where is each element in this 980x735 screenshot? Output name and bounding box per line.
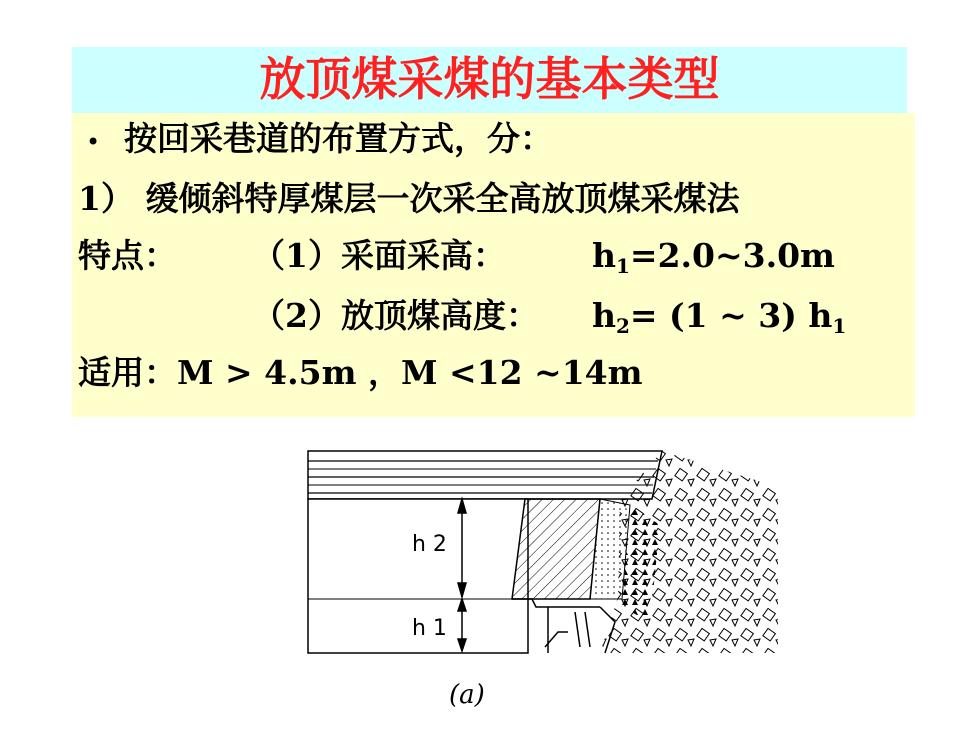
- bullet-icon: •: [86, 128, 101, 156]
- roof-strata: [308, 451, 662, 499]
- feature-2-value: = (1 ~ 3) h: [629, 296, 833, 335]
- feature-2-formula: [592, 296, 846, 340]
- h-symbol: h: [592, 296, 616, 335]
- line-features-label: 特点：: [78, 236, 177, 275]
- line-feature-2: （2）放顶煤高度：: [252, 296, 539, 335]
- h-subscript: 2: [616, 314, 630, 338]
- line-layout-method: 按回采巷道的布置方式，分：: [124, 119, 553, 158]
- label-h2: h 2: [412, 532, 447, 557]
- line-method-1: 1） 缓倾斜特厚煤层一次采全高放顶煤采煤法: [78, 179, 740, 218]
- line-applicable: 适用：M > 4.5m ，M <12 ~14m: [78, 353, 643, 392]
- h-subscript: 1: [832, 314, 847, 338]
- figure-caption: (a): [449, 680, 485, 710]
- slide-title: 放顶煤采煤的基本类型: [259, 52, 720, 106]
- top-coal-hatched: [512, 499, 600, 599]
- mining-section-diagram: [300, 447, 780, 667]
- title-bar: [72, 47, 907, 113]
- h-subscript: 1: [616, 254, 630, 278]
- label-h1: h 1: [412, 616, 447, 641]
- content-box: [72, 113, 915, 417]
- feature-1-value: =2.0~3.0m: [629, 236, 835, 275]
- feature-1-formula: [592, 236, 835, 280]
- h-symbol: h: [592, 236, 616, 275]
- line-feature-1: （1）采面采高：: [252, 236, 506, 275]
